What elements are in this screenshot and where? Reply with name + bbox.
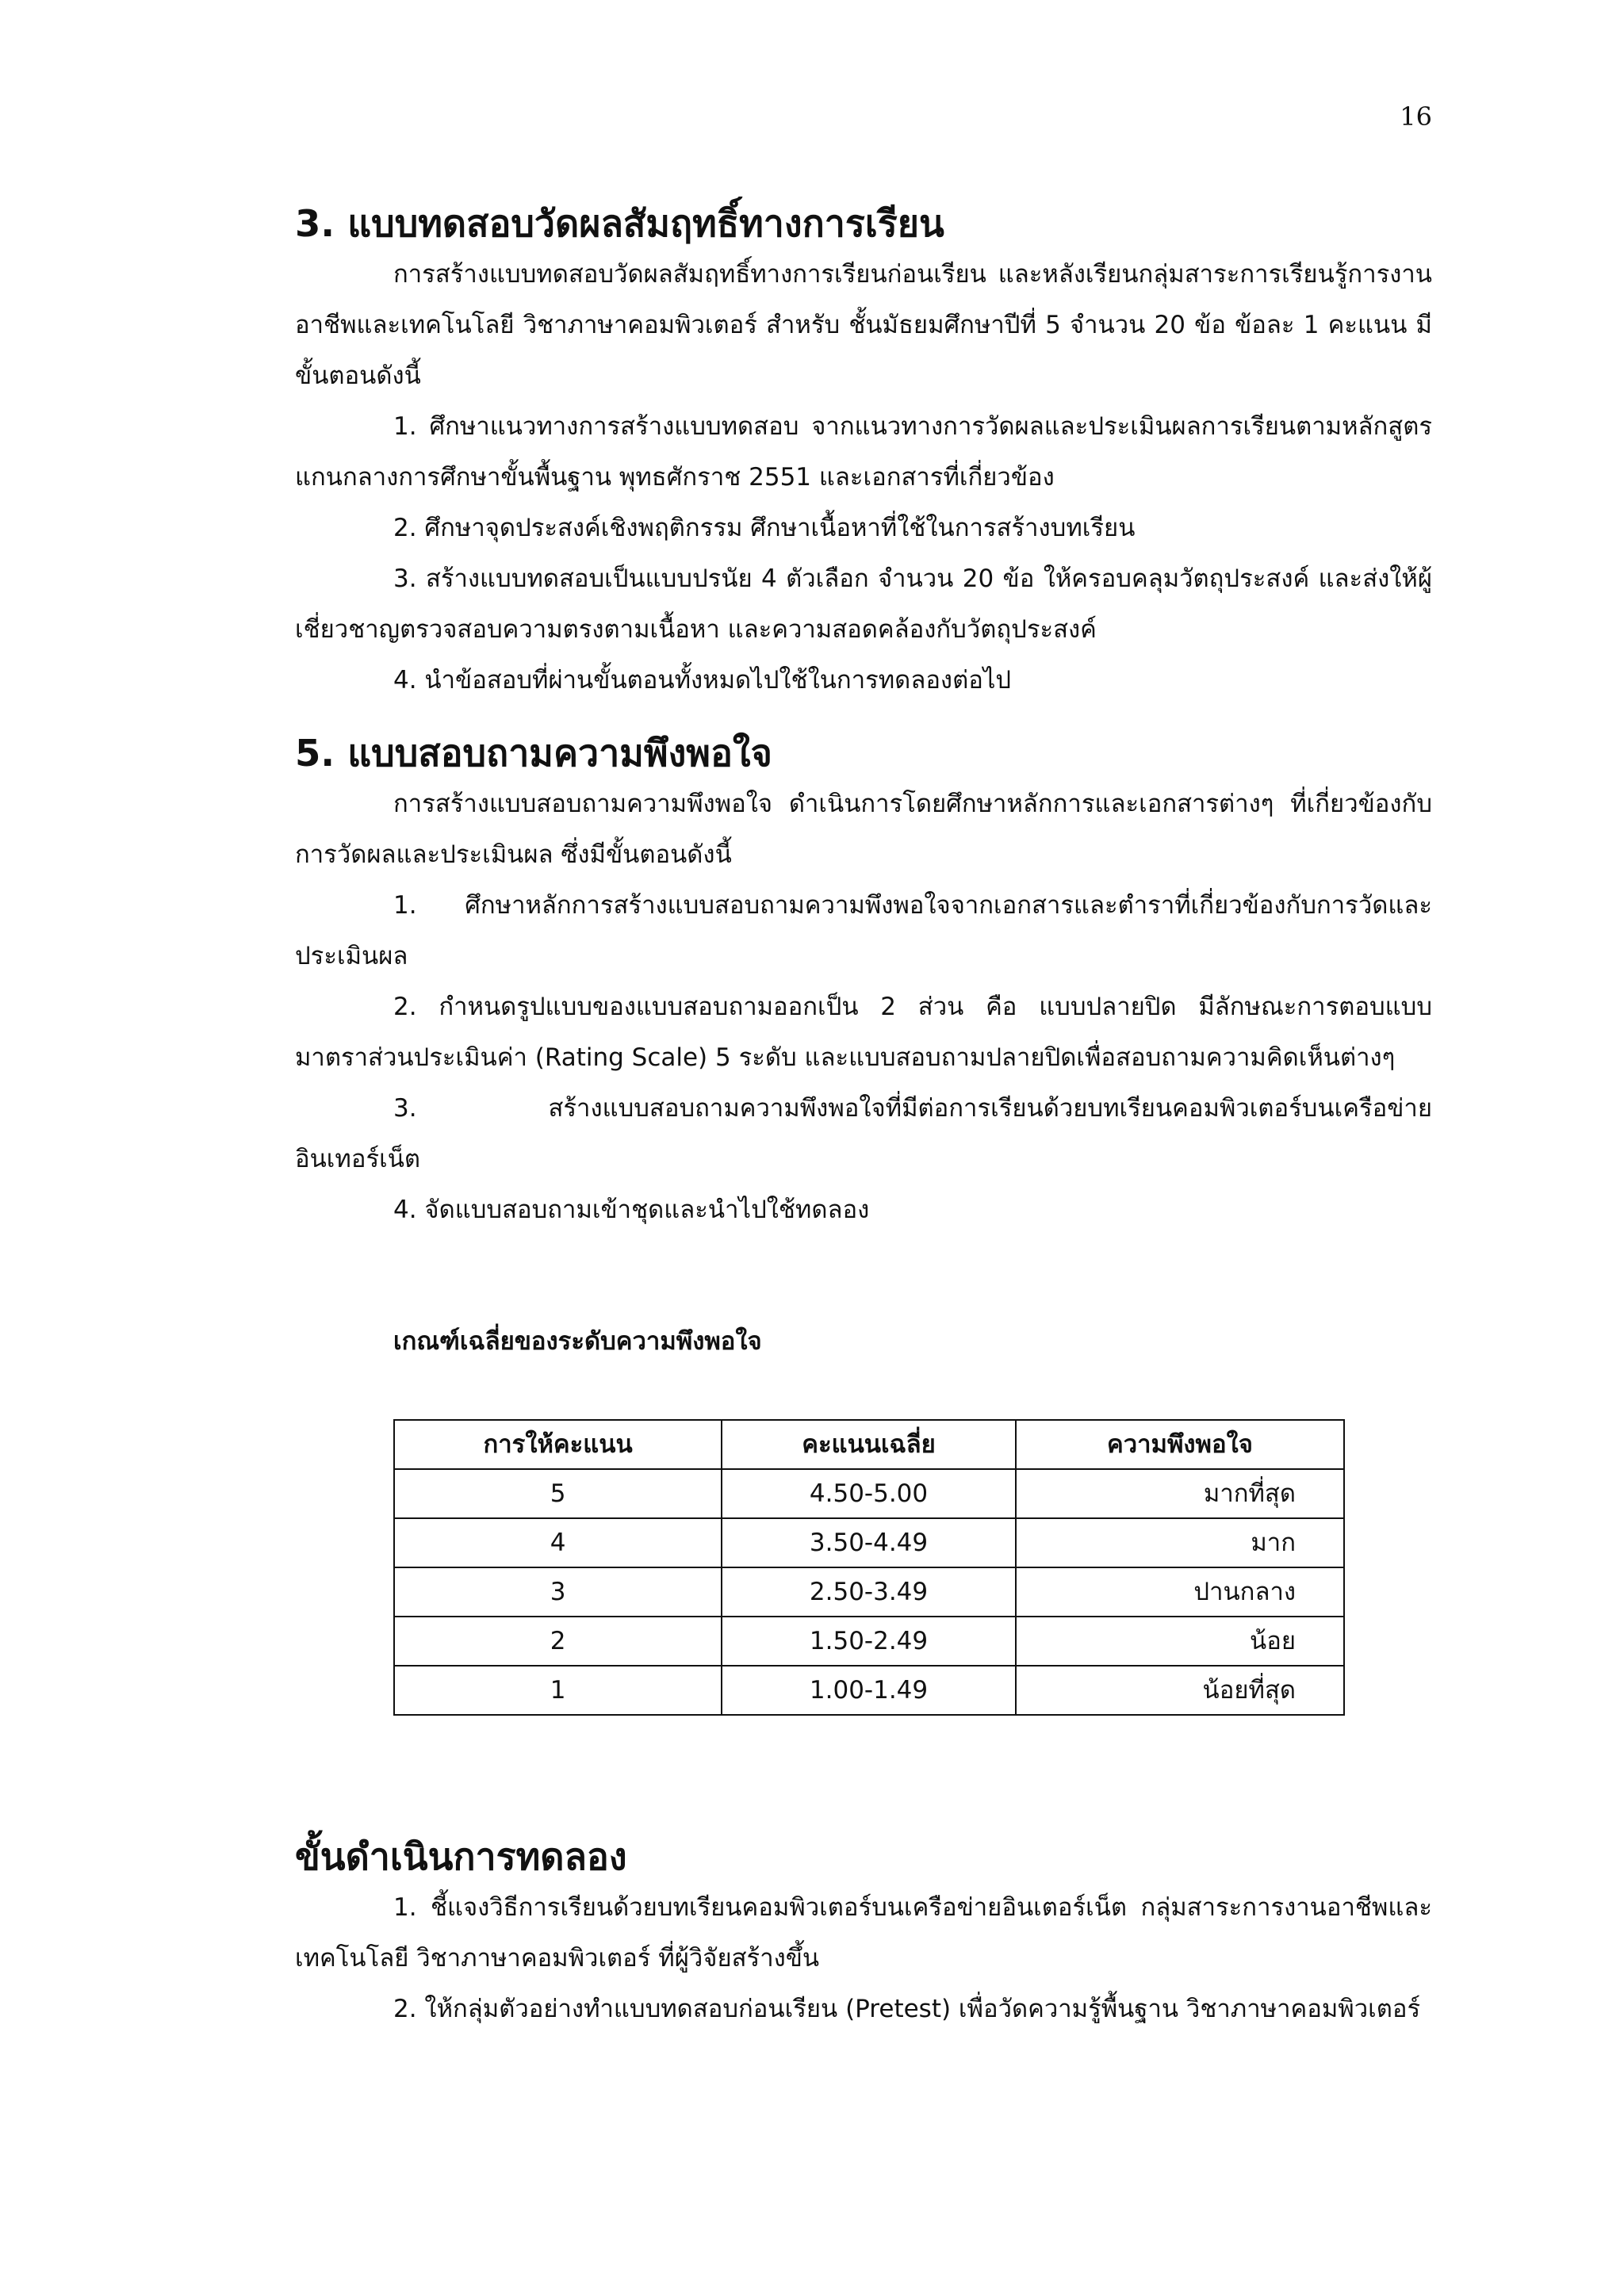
section-heading: ขั้นดำเนินการทดลอง (295, 1835, 627, 1878)
paragraph: 2. กำหนดรูปแบบของแบบสอบถามออกเป็น 2 ส่วน คือ แบบปลายปิด มีลักษณะการตอบแบบมาตราส่วนประเมินค่า (Rating Scale) 5 ระดับ และแบบสอบถามปลายปิดเพื่อสอบถามความคิดเห็นต่างๆ (295, 993, 1432, 1072)
section-satisfaction-survey (295, 728, 1432, 1235)
column-header: คะแนนเฉลี่ย (722, 1420, 1016, 1469)
paragraph: 3. สร้างแบบสอบถามความพึงพอใจที่มีต่อการเรียนด้วยบทเรียนคอมพิวเตอร์บนเครือข่ายอินเทอร์เน็ต (295, 1094, 1432, 1173)
table-row (394, 1617, 1344, 1666)
table-cell: 4 (394, 1518, 722, 1567)
table-row (394, 1518, 1344, 1567)
table-cell: 1 (394, 1666, 722, 1715)
section-heading: 3. แบบทดสอบวัดผลสัมฤทธิ์ทางการเรียน (295, 202, 944, 245)
paragraph: การสร้างแบบทดสอบวัดผลสัมฤทธิ์ทางการเรียนก่อนเรียน และหลังเรียนกลุ่มสาระการเรียนรู้การงานอาชีพและเทคโนโลยี วิชาภาษาคอมพิวเตอร์ สำหรับ ชั้นมัธยมศึกษาปีที่ 5 จำนวน 20 ข้อ ข้อละ 1 คะแนน มีขั้นตอนดังนี้ (295, 260, 1432, 390)
page-number: 16 (1400, 101, 1432, 132)
paragraph: 1. ชี้แจงวิธีการเรียนด้วยบทเรียนคอมพิวเตอร์บนเครือข่ายอินเตอร์เน็ต กลุ่มสาระการงานอาชีพและเทคโนโลยี วิชาภาษาคอมพิวเตอร์ ที่ผู้วิจัยสร้างขึ้น (295, 1893, 1432, 1973)
criteria-heading: เกณฑ์เฉลี่ยของระดับความพึงพอใจ (393, 1327, 762, 1356)
paragraph: 1. ศึกษาแนวทางการสร้างแบบทดสอบ จากแนวทางการวัดผลและประเมินผลการเรียนตามหลักสูตรแกนกลางการศึกษาขั้นพื้นฐาน พุทธศักราช 2551 และเอกสารที่เกี่ยวข้อง (295, 412, 1432, 492)
table-cell: 2 (394, 1617, 722, 1666)
table-cell: 3.50-4.49 (722, 1518, 1016, 1567)
table-cell: 1.00-1.49 (722, 1666, 1016, 1715)
paragraph: 2. ศึกษาจุดประสงค์เชิงพฤติกรรม ศึกษาเนื้อหาที่ใช้ในการสร้างบทเรียน (393, 514, 1136, 542)
table-cell: น้อยที่สุด (1016, 1666, 1344, 1715)
table-cell: ปานกลาง (1016, 1567, 1344, 1617)
section-achievement-test (295, 198, 1432, 706)
paragraph: 3. สร้างแบบทดสอบเป็นแบบปรนัย 4 ตัวเลือก จำนวน 20 ข้อ ให้ครอบคลุมวัตถุประสงค์ และส่งให้ผู้เชี่ยวชาญตรวจสอบความตรงตามเนื้อหา และความสอดคล้องกับวัตถุประสงค์ (295, 564, 1432, 644)
paragraph: 2. ให้กลุ่มตัวอย่างทำแบบทดสอบก่อนเรียน (Pretest) เพื่อวัดความรู้พื้นฐาน วิชาภาษาคอมพิวเตอร์ (393, 1995, 1421, 2023)
paragraph: 1. ศึกษาหลักการสร้างแบบสอบถามความพึงพอใจจากเอกสารและตำราที่เกี่ยวข้องกับการวัดและประเมินผล (295, 891, 1432, 970)
table-cell: 4.50-5.00 (722, 1469, 1016, 1518)
table-cell: 1.50-2.49 (722, 1617, 1016, 1666)
section-heading: 5. แบบสอบถามความพึงพอใจ (295, 732, 772, 775)
table-cell: มาก (1016, 1518, 1344, 1567)
table-cell: 3 (394, 1567, 722, 1617)
satisfaction-criteria-table (393, 1419, 1345, 1716)
table-row (394, 1469, 1344, 1518)
section-experiment-procedure (295, 1831, 1432, 2034)
table-row (394, 1666, 1344, 1715)
table-cell: มากที่สุด (1016, 1469, 1344, 1518)
paragraph: 4. จัดแบบสอบถามเข้าชุดและนำไปใช้ทดลอง (393, 1196, 870, 1224)
paragraph: 4. นำข้อสอบที่ผ่านขั้นตอนทั้งหมดไปใช้ในการทดลองต่อไป (393, 666, 1012, 695)
table-header-row (394, 1420, 1344, 1469)
table-cell: 2.50-3.49 (722, 1567, 1016, 1617)
column-header: การให้คะแนน (394, 1420, 722, 1469)
table-cell: 5 (394, 1469, 722, 1518)
table-row (394, 1567, 1344, 1617)
paragraph: การสร้างแบบสอบถามความพึงพอใจ ดำเนินการโดยศึกษาหลักการและเอกสารต่างๆ ที่เกี่ยวข้องกับการวัดผลและประเมินผล ซึ่งมีขั้นตอนดังนี้ (295, 790, 1432, 869)
column-header: ความพึงพอใจ (1016, 1420, 1344, 1469)
table-cell: น้อย (1016, 1617, 1344, 1666)
